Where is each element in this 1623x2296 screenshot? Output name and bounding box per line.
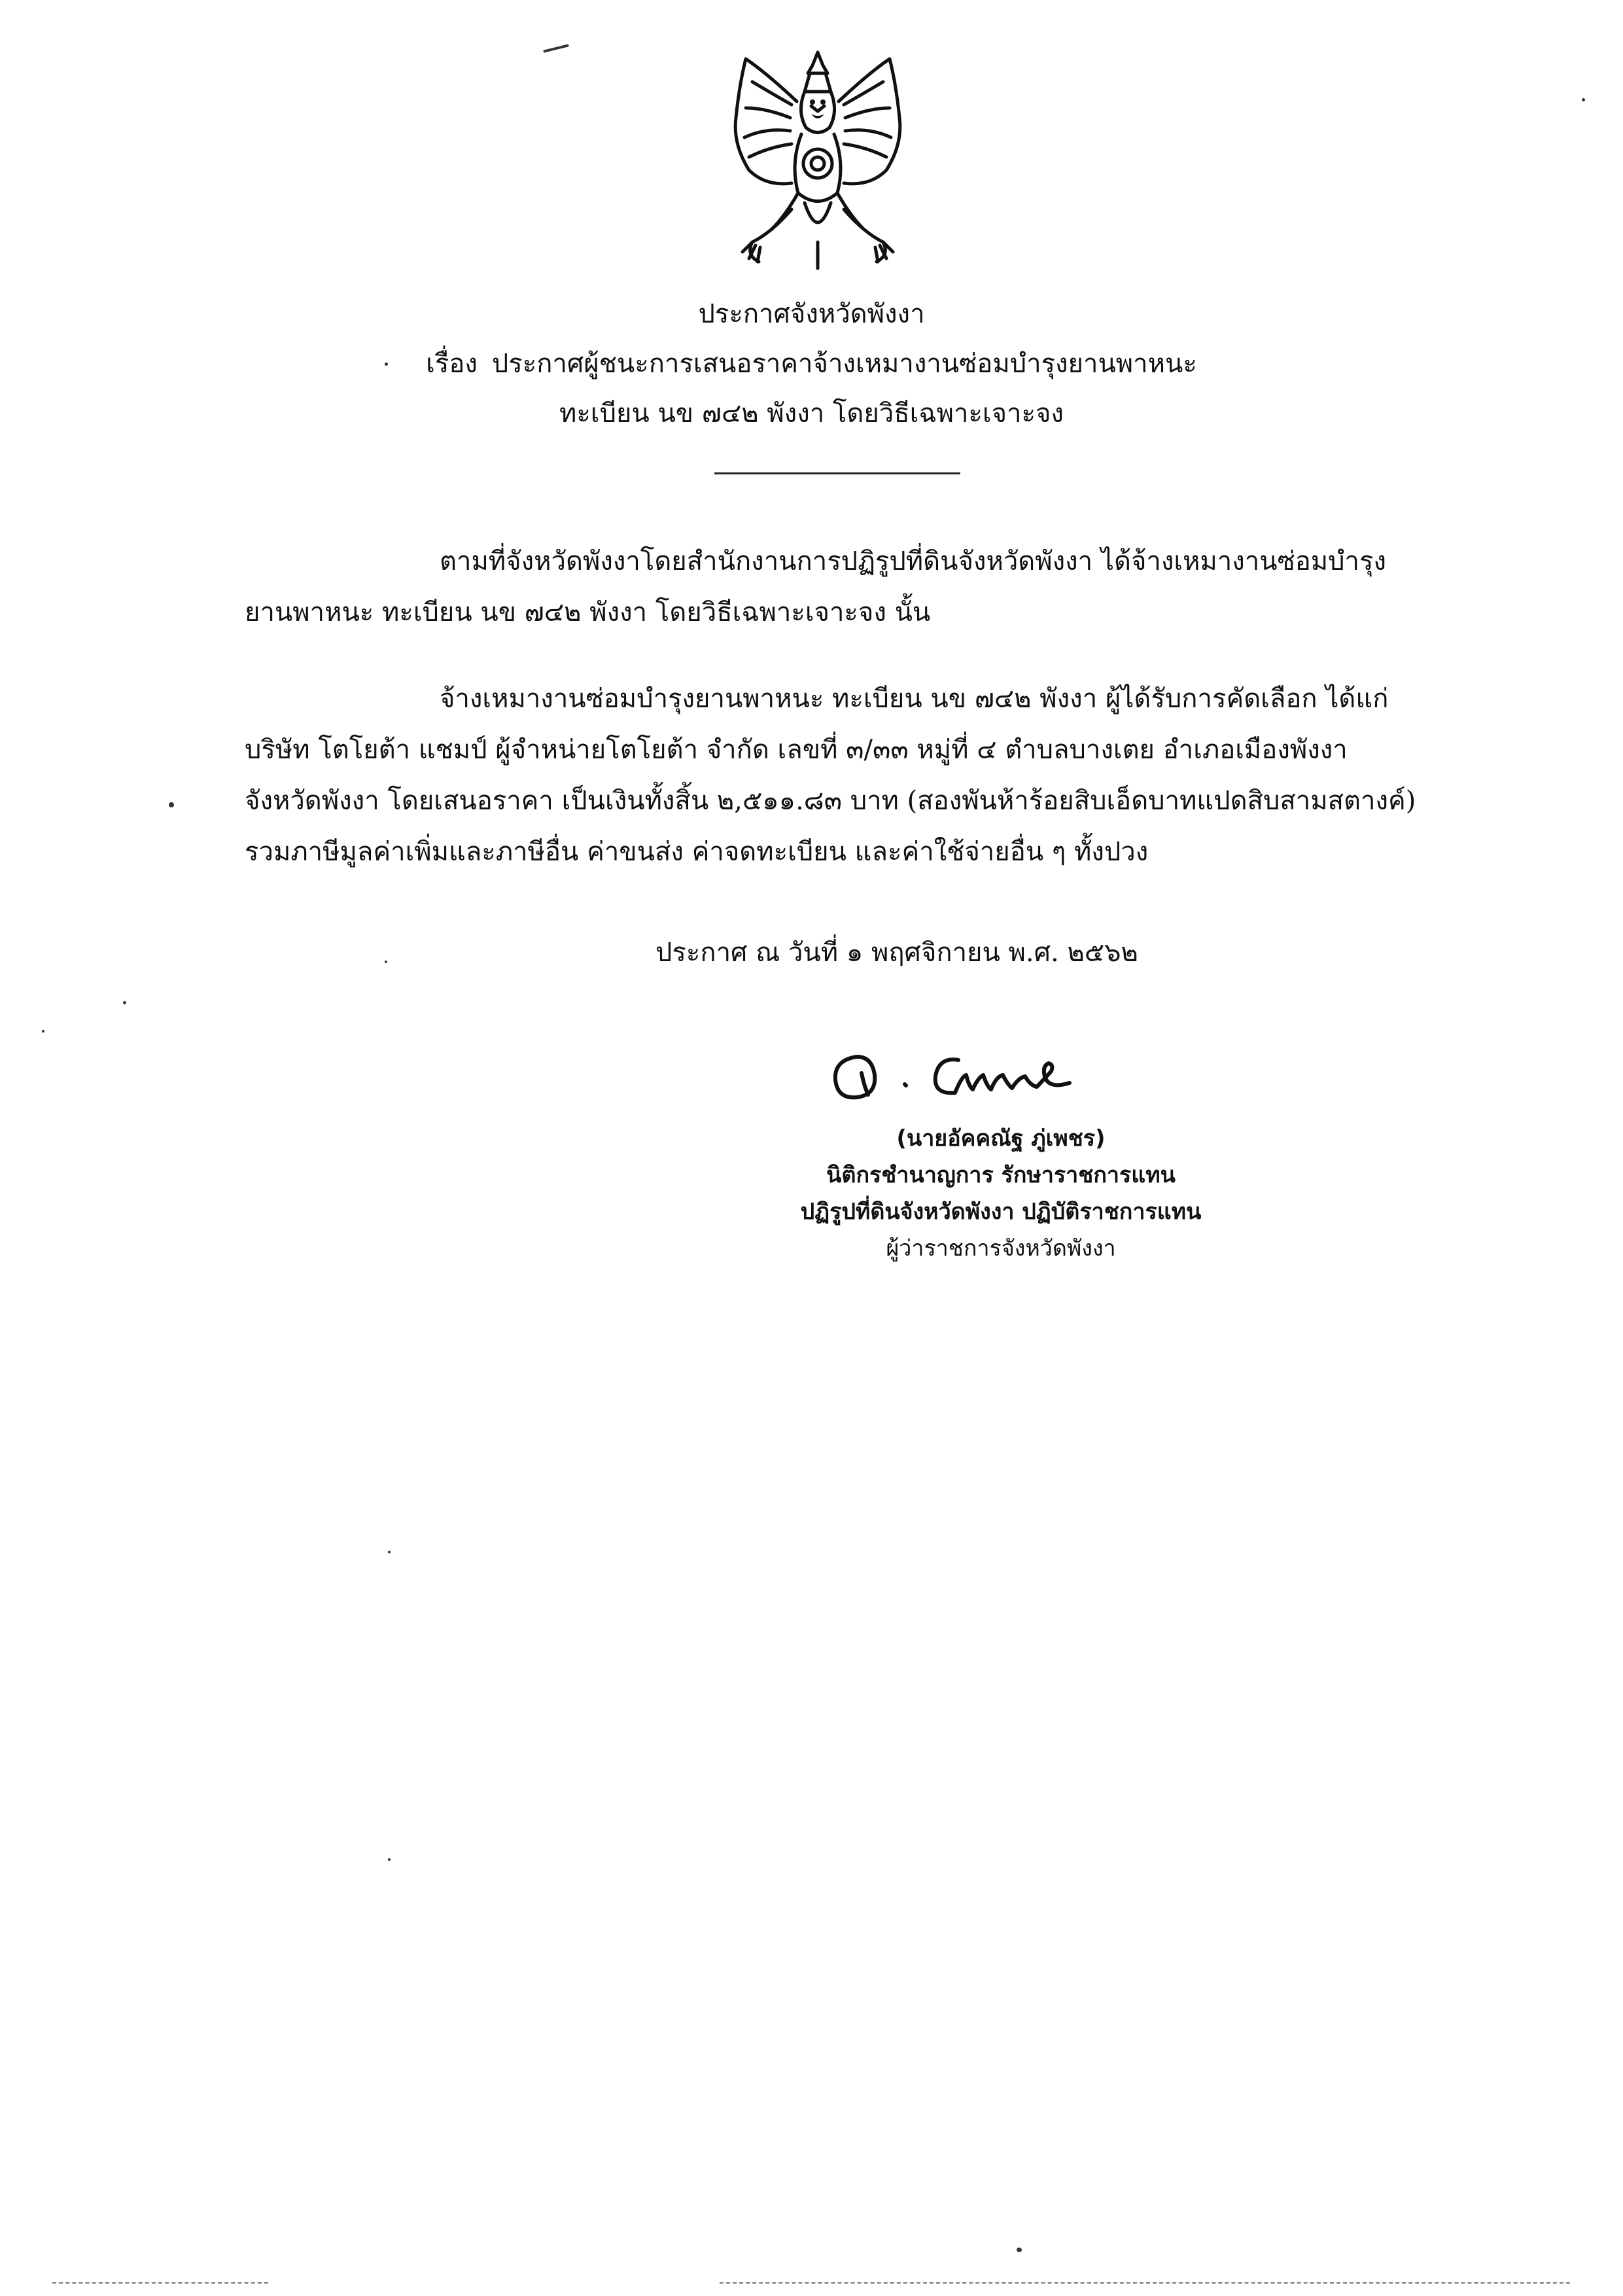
subject-line-2: ทะเบียน นข ๗๔๒ พังงา โดยวิธีเฉพาะเจาะจง xyxy=(559,398,1064,429)
scan-speck xyxy=(42,1030,44,1033)
scan-speck xyxy=(123,1001,126,1004)
paragraph-2-line-3: จังหวัดพังงา โดยเสนอราคา เป็นเงินทั้งสิ้น ๒,๕๑๑.๘๓ บาท (สองพันห้าร้อยสิบเอ็ดบาทแปดสิบสามสตางค์) xyxy=(245,786,1416,816)
scan-speck xyxy=(385,362,388,366)
scan-speck xyxy=(1582,98,1585,101)
scan-speck xyxy=(388,1551,391,1553)
paragraph-2-line-4: รวมภาษีมูลค่าเพิ่มและภาษีอื่น ค่าขนส่ง ค่าจดทะเบียน และค่าใช้จ่ายอื่น ๆ ทั้งปวง xyxy=(245,837,1149,867)
scan-speck xyxy=(543,44,569,53)
subject-label: เรื่อง xyxy=(426,349,478,379)
signature-scribble-icon xyxy=(821,1037,1109,1109)
scan-edge-line xyxy=(720,2282,1570,2284)
paragraph-2-line-1: จ้างเหมางานซ่อมบำรุงยานพาหนะ ทะเบียน นข ๗๔๒ พังงา ผู้ได้รับการคัดเลือก ได้แก่ xyxy=(440,684,1389,714)
paragraph-2-line-2: บริษัท โตโยต้า แชมป์ ผู้จำหน่ายโตโยต้า จำกัด เลขที่ ๓/๓๓ หมู่ที่ ๔ ตำบลบางเตย อำเภอเมืองพังงา xyxy=(245,735,1348,765)
subject-text-1: ประกาศผู้ชนะการเสนอราคาจ้างเหมางานซ่อมบำรุงยานพาหนะ xyxy=(491,349,1197,379)
signatory-position-3: ผู้ว่าราชการจังหวัดพังงา xyxy=(886,1235,1116,1262)
garuda-emblem-icon xyxy=(720,46,916,272)
signatory-position-2: ปฏิรูปที่ดินจังหวัดพังงา ปฏิบัติราชการแทน xyxy=(800,1199,1202,1225)
scan-speck xyxy=(385,961,387,963)
scan-speck xyxy=(1017,2248,1022,2252)
scan-speck xyxy=(169,802,174,807)
signatory-name: (นายอัคคณัฐ ภู่เพชร) xyxy=(896,1125,1106,1152)
subject-line-1 xyxy=(0,345,1623,382)
scan-edge-line xyxy=(52,2282,268,2284)
announcement-title: ประกาศจังหวัดพังงา xyxy=(698,299,925,329)
paragraph-1-line-1: ตามที่จังหวัดพังงาโดยสำนักงานการปฏิรูปที่ดินจังหวัดพังงา ได้จ้างเหมางานซ่อมบำรุง xyxy=(440,546,1386,576)
announcement-date: ประกาศ ณ วันที่ ๑ พฤศจิกายน พ.ศ. ๒๕๖๒ xyxy=(655,938,1138,968)
heading-divider xyxy=(714,472,960,474)
paragraph-1-line-2: ยานพาหนะ ทะเบียน นข ๗๔๒ พังงา โดยวิธีเฉพาะเจาะจง นั้น xyxy=(245,597,931,627)
signatory-block xyxy=(752,1120,1249,1267)
signatory-position-1: นิติกรชำนาญการ รักษาราชการแทน xyxy=(826,1162,1176,1188)
scan-speck xyxy=(388,1858,391,1861)
